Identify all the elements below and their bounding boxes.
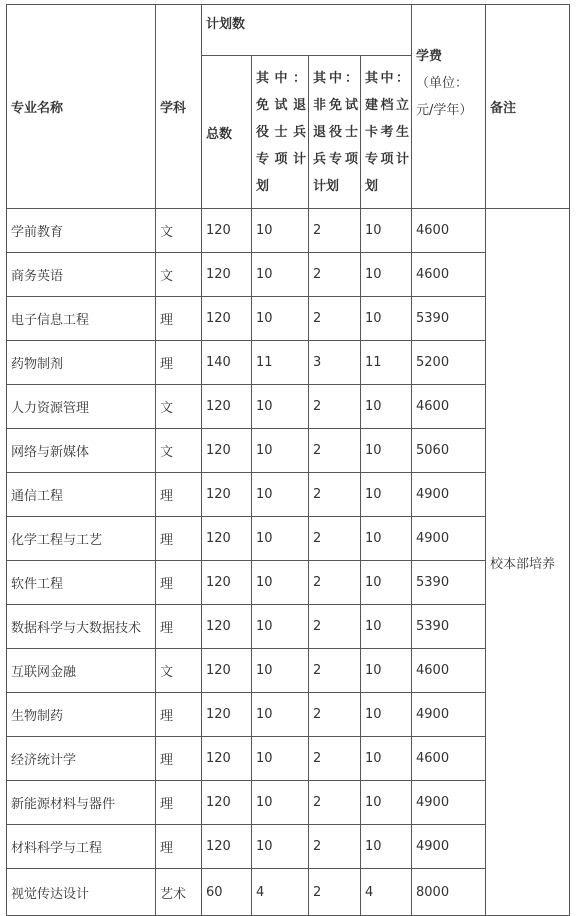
veteran-non-exam-free-cell: 2 bbox=[309, 869, 361, 916]
veteran-non-exam-free-cell: 2 bbox=[309, 561, 361, 605]
subject-cell: 理 bbox=[156, 297, 202, 341]
total-cell: 120 bbox=[202, 693, 252, 737]
table-row bbox=[7, 869, 570, 916]
header-fee bbox=[412, 5, 486, 209]
subject-cell: 艺术 bbox=[156, 869, 202, 916]
total-cell: 120 bbox=[202, 649, 252, 693]
total-cell: 120 bbox=[202, 385, 252, 429]
major-name-cell: 药物制剂 bbox=[7, 341, 156, 385]
poverty-plan-cell: 11 bbox=[361, 341, 412, 385]
total-cell: 120 bbox=[202, 825, 252, 869]
table-row bbox=[7, 253, 570, 297]
veteran-exam-free-cell: 10 bbox=[252, 693, 309, 737]
header-total: 总数 bbox=[202, 56, 252, 209]
veteran-exam-free-cell: 10 bbox=[252, 385, 309, 429]
veteran-non-exam-free-cell: 2 bbox=[309, 693, 361, 737]
total-cell: 120 bbox=[202, 429, 252, 473]
table-row bbox=[7, 693, 570, 737]
poverty-plan-cell: 10 bbox=[361, 605, 412, 649]
veteran-exam-free-cell: 10 bbox=[252, 517, 309, 561]
fee-cell: 5390 bbox=[412, 297, 486, 341]
fee-cell: 4600 bbox=[412, 649, 486, 693]
veteran-exam-free-cell: 10 bbox=[252, 825, 309, 869]
fee-cell: 4900 bbox=[412, 693, 486, 737]
subject-cell: 理 bbox=[156, 781, 202, 825]
poverty-plan-cell: 10 bbox=[361, 561, 412, 605]
poverty-plan-cell: 10 bbox=[361, 517, 412, 561]
total-cell: 140 bbox=[202, 341, 252, 385]
major-name-cell: 新能源材料与器件 bbox=[7, 781, 156, 825]
subject-cell: 理 bbox=[156, 341, 202, 385]
fee-cell: 4900 bbox=[412, 517, 486, 561]
total-cell: 60 bbox=[202, 869, 252, 916]
poverty-plan-cell: 10 bbox=[361, 209, 412, 253]
poverty-plan-cell: 10 bbox=[361, 297, 412, 341]
poverty-plan-cell: 10 bbox=[361, 825, 412, 869]
major-name-cell: 学前教育 bbox=[7, 209, 156, 253]
header-major-name: 专业名称 bbox=[7, 5, 156, 209]
veteran-exam-free-cell: 10 bbox=[252, 605, 309, 649]
subject-cell: 理 bbox=[156, 517, 202, 561]
total-cell: 120 bbox=[202, 781, 252, 825]
subject-cell: 理 bbox=[156, 605, 202, 649]
veteran-non-exam-free-cell: 2 bbox=[309, 737, 361, 781]
veteran-exam-free-cell: 10 bbox=[252, 649, 309, 693]
subject-cell: 理 bbox=[156, 825, 202, 869]
veteran-non-exam-free-cell: 2 bbox=[309, 385, 361, 429]
fee-cell: 4900 bbox=[412, 473, 486, 517]
major-name-cell: 视觉传达设计 bbox=[7, 869, 156, 916]
total-cell: 120 bbox=[202, 517, 252, 561]
table-row bbox=[7, 429, 570, 473]
veteran-non-exam-free-cell: 2 bbox=[309, 209, 361, 253]
table-row bbox=[7, 605, 570, 649]
veteran-exam-free-cell: 10 bbox=[252, 737, 309, 781]
veteran-non-exam-free-cell: 2 bbox=[309, 649, 361, 693]
subject-cell: 理 bbox=[156, 473, 202, 517]
total-cell: 120 bbox=[202, 737, 252, 781]
veteran-exam-free-cell: 10 bbox=[252, 209, 309, 253]
enrollment-plan-table bbox=[6, 4, 570, 916]
fee-cell: 4600 bbox=[412, 385, 486, 429]
subject-cell: 文 bbox=[156, 253, 202, 297]
table-row bbox=[7, 561, 570, 605]
fee-cell: 4900 bbox=[412, 781, 486, 825]
major-name-cell: 互联网金融 bbox=[7, 649, 156, 693]
poverty-plan-cell: 4 bbox=[361, 869, 412, 916]
veteran-exam-free-cell: 10 bbox=[252, 297, 309, 341]
subject-cell: 文 bbox=[156, 429, 202, 473]
header-fee-title: 学费 bbox=[416, 49, 443, 64]
veteran-non-exam-free-cell: 2 bbox=[309, 429, 361, 473]
major-name-cell: 软件工程 bbox=[7, 561, 156, 605]
poverty-plan-cell: 10 bbox=[361, 253, 412, 297]
table-row bbox=[7, 649, 570, 693]
table-body bbox=[7, 209, 570, 916]
veteran-exam-free-cell: 10 bbox=[252, 781, 309, 825]
fee-cell: 4900 bbox=[412, 825, 486, 869]
fee-cell: 4600 bbox=[412, 737, 486, 781]
total-cell: 120 bbox=[202, 209, 252, 253]
subject-cell: 文 bbox=[156, 649, 202, 693]
header-poverty-plan: 其中：建档立卡考生专项计划 bbox=[361, 56, 412, 209]
total-cell: 120 bbox=[202, 561, 252, 605]
veteran-non-exam-free-cell: 2 bbox=[309, 297, 361, 341]
header-note: 备注 bbox=[486, 5, 570, 209]
major-name-cell: 电子信息工程 bbox=[7, 297, 156, 341]
major-name-cell: 商务英语 bbox=[7, 253, 156, 297]
veteran-exam-free-cell: 10 bbox=[252, 253, 309, 297]
poverty-plan-cell: 10 bbox=[361, 649, 412, 693]
major-name-cell: 化学工程与工艺 bbox=[7, 517, 156, 561]
header-fee-unit: （单位：元/学年） bbox=[416, 76, 473, 118]
veteran-non-exam-free-cell: 3 bbox=[309, 341, 361, 385]
header-plan: 计划数 bbox=[202, 5, 412, 56]
major-name-cell: 数据科学与大数据技术 bbox=[7, 605, 156, 649]
fee-cell: 5200 bbox=[412, 341, 486, 385]
note-cell: 校本部培养 bbox=[486, 209, 570, 916]
table-row bbox=[7, 781, 570, 825]
major-name-cell: 经济统计学 bbox=[7, 737, 156, 781]
table-row bbox=[7, 737, 570, 781]
veteran-exam-free-cell: 10 bbox=[252, 473, 309, 517]
table-row bbox=[7, 297, 570, 341]
poverty-plan-cell: 10 bbox=[361, 429, 412, 473]
poverty-plan-cell: 10 bbox=[361, 781, 412, 825]
veteran-non-exam-free-cell: 2 bbox=[309, 473, 361, 517]
subject-cell: 理 bbox=[156, 561, 202, 605]
fee-cell: 4600 bbox=[412, 253, 486, 297]
major-name-cell: 材料科学与工程 bbox=[7, 825, 156, 869]
header-veteran-exam-free: 其中：免试退役士兵专项计划 bbox=[252, 56, 309, 209]
table-row bbox=[7, 385, 570, 429]
fee-cell: 5390 bbox=[412, 605, 486, 649]
poverty-plan-cell: 10 bbox=[361, 737, 412, 781]
header-subject: 学科 bbox=[156, 5, 202, 209]
table-row bbox=[7, 825, 570, 869]
total-cell: 120 bbox=[202, 473, 252, 517]
veteran-exam-free-cell: 4 bbox=[252, 869, 309, 916]
veteran-non-exam-free-cell: 2 bbox=[309, 825, 361, 869]
poverty-plan-cell: 10 bbox=[361, 693, 412, 737]
veteran-non-exam-free-cell: 2 bbox=[309, 605, 361, 649]
header-veteran-non-exam-free: 其中：非免试退役士兵专项计划 bbox=[309, 56, 361, 209]
veteran-exam-free-cell: 10 bbox=[252, 561, 309, 605]
fee-cell: 4600 bbox=[412, 209, 486, 253]
subject-cell: 文 bbox=[156, 209, 202, 253]
veteran-non-exam-free-cell: 2 bbox=[309, 781, 361, 825]
fee-cell: 8000 bbox=[412, 869, 486, 916]
veteran-non-exam-free-cell: 2 bbox=[309, 253, 361, 297]
fee-cell: 5060 bbox=[412, 429, 486, 473]
veteran-non-exam-free-cell: 2 bbox=[309, 517, 361, 561]
table-row bbox=[7, 209, 570, 253]
subject-cell: 理 bbox=[156, 693, 202, 737]
major-name-cell: 通信工程 bbox=[7, 473, 156, 517]
veteran-exam-free-cell: 10 bbox=[252, 429, 309, 473]
major-name-cell: 人力资源管理 bbox=[7, 385, 156, 429]
table-row bbox=[7, 517, 570, 561]
major-name-cell: 网络与新媒体 bbox=[7, 429, 156, 473]
total-cell: 120 bbox=[202, 605, 252, 649]
table-row bbox=[7, 473, 570, 517]
poverty-plan-cell: 10 bbox=[361, 473, 412, 517]
poverty-plan-cell: 10 bbox=[361, 385, 412, 429]
major-name-cell: 生物制药 bbox=[7, 693, 156, 737]
total-cell: 120 bbox=[202, 297, 252, 341]
subject-cell: 理 bbox=[156, 737, 202, 781]
veteran-exam-free-cell: 11 bbox=[252, 341, 309, 385]
subject-cell: 文 bbox=[156, 385, 202, 429]
table-header bbox=[7, 5, 570, 209]
table-row bbox=[7, 341, 570, 385]
fee-cell: 5390 bbox=[412, 561, 486, 605]
total-cell: 120 bbox=[202, 253, 252, 297]
